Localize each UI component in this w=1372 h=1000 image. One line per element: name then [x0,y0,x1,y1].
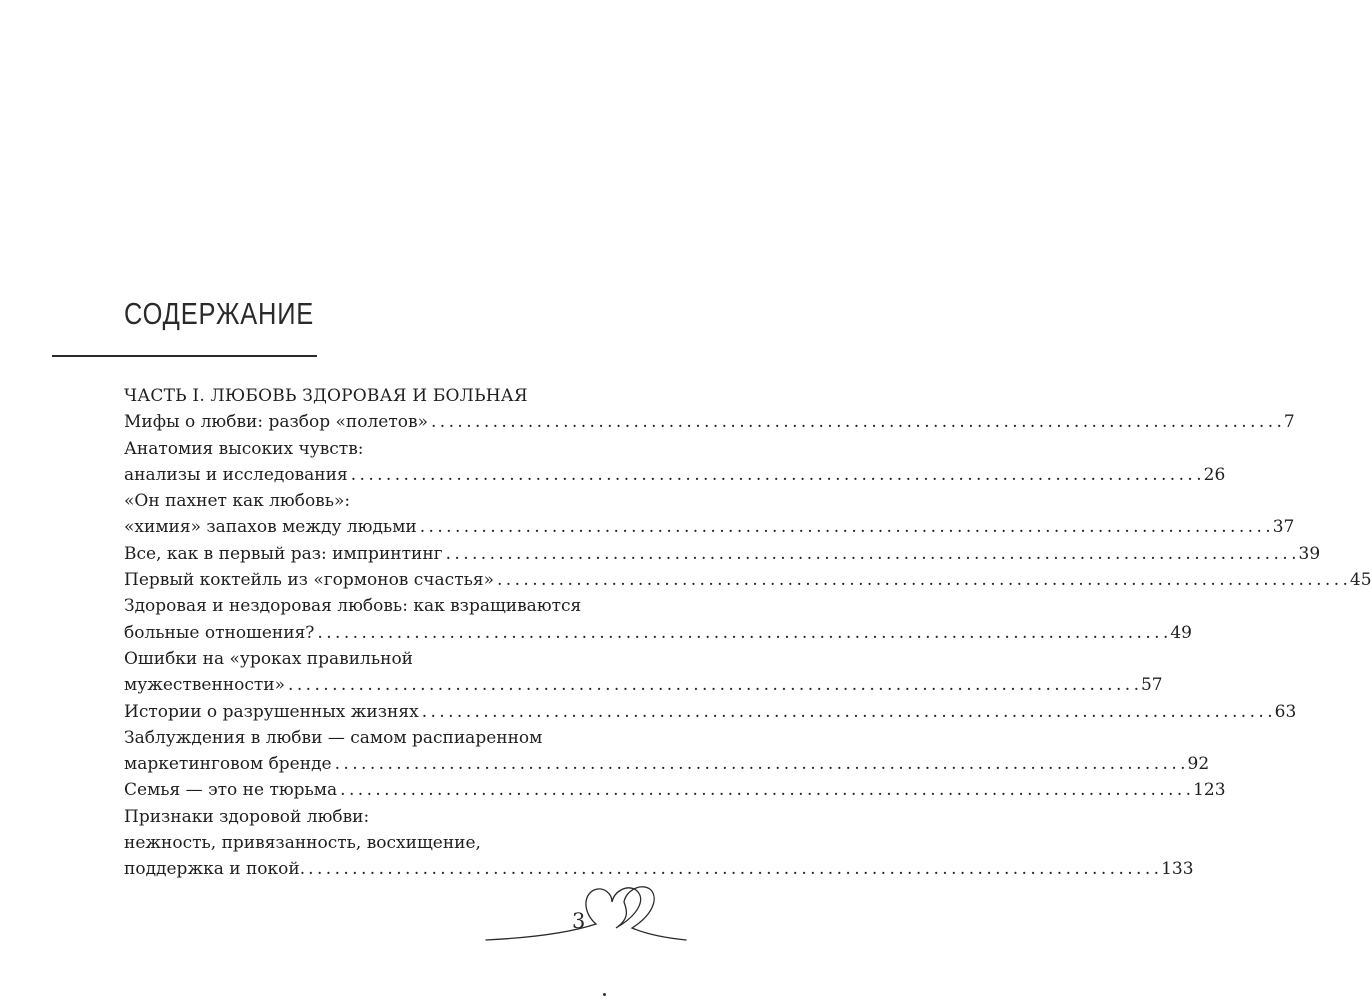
toc-page-number: 39 [1298,543,1321,564]
toc-line [124,830,582,856]
toc-line [124,567,1372,593]
toc-entry-title: больные отношения? [124,622,315,643]
toc-entry-title: Все, как в первый раз: импринтинг [124,543,443,564]
toc-page-number: 57 [1140,675,1163,696]
dot-leader [422,699,1272,725]
toc-page-number: 7 [1283,412,1295,433]
toc-entry[interactable] [124,593,1192,646]
toc-line [124,777,1226,803]
toc-entry-title: Заблуждения в любви — самом распиаренном [124,727,543,748]
toc-entry-title: маркетинговом бренде [124,754,332,775]
part-heading: ЧАСТЬ I. ЛЮБОВЬ ЗДОРОВАЯ И БОЛЬНАЯ [124,386,528,406]
toc-line [124,514,1295,540]
toc-page-number: 123 [1193,780,1226,801]
toc-entry[interactable] [124,725,1210,778]
toc-entry-title: Анатомия высоких чувств: [124,438,364,459]
toc-entry[interactable] [124,409,1295,435]
toc-entry-title: Мифы о любви: разбор «полетов» [124,412,428,433]
dot-leader [431,409,1281,435]
title-rule [52,355,317,357]
toc-entry-title: Здоровая и нездоровая любовь: как взращиваются [124,596,582,617]
table-of-contents [124,383,1372,883]
toc-line [124,436,582,462]
toc-entry-title: «Он пахнет как любовь»: [124,491,351,512]
toc-line [124,620,1192,646]
toc-entry[interactable] [124,541,1321,567]
dot-leader [308,856,1158,882]
dot-leader [351,462,1201,488]
toc-line [124,725,582,751]
dot-leader [420,514,1270,540]
toc-entry-title: Первый коктейль из «гормонов счастья» [124,570,494,591]
dot-leader [288,672,1138,698]
toc-line [124,541,1321,567]
page-title: СОДЕРЖАНИЕ [124,296,315,331]
toc-entry[interactable] [124,699,1297,725]
toc-page-number: 26 [1203,464,1226,485]
toc-entry-title: мужественности» [124,675,286,696]
dot-leader [497,567,1347,593]
page-number: 3 [572,909,586,933]
toc-page-number: 133 [1161,859,1194,880]
toc-page-number: 63 [1274,701,1297,722]
toc-line [124,462,1226,488]
dot-leader [340,777,1190,803]
speck [603,993,606,996]
toc-entry-title: Истории о разрушенных жизнях [124,701,419,722]
toc-line [124,409,1295,435]
toc-line [124,646,582,672]
toc-entry-title: поддержка и покой. [124,859,306,880]
toc-entry[interactable] [124,488,1295,541]
toc-entry-title: анализы и исследования [124,464,348,485]
toc-entry[interactable] [124,646,1163,699]
toc-page-number: 92 [1187,754,1210,775]
toc-entry-title: «химия» запахов между людьми [124,517,417,538]
toc-entry[interactable] [124,436,1226,489]
toc-page-number: 45 [1349,570,1372,591]
toc-entry-title: Признаки здоровой любви: [124,806,370,827]
toc-entry-title: Семья — это не тюрьма [124,780,338,801]
toc-line [124,699,1297,725]
toc-page-number: 49 [1170,622,1192,643]
toc-page-number: 37 [1272,517,1295,538]
toc-line [124,804,582,830]
toc-entry[interactable] [124,777,1226,803]
toc-entry-title: нежность, привязанность, восхищение, [124,833,481,854]
toc-line [124,672,1163,698]
dot-leader [335,751,1185,777]
toc-entry[interactable] [124,567,1372,593]
toc-line [124,488,582,514]
double-heart-flourish-icon [486,868,686,948]
dot-leader [317,620,1167,646]
toc-line [124,593,582,619]
dot-leader [446,541,1296,567]
toc-line [124,751,1210,777]
toc-entry-title: Ошибки на «уроках правильной [124,648,414,669]
